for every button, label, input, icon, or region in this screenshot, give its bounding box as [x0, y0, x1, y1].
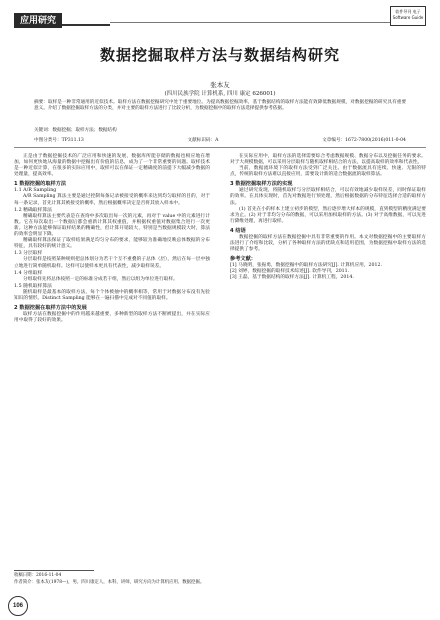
article-number: 文章编号：1672-7800(2016)011-0-04	[322, 138, 406, 143]
paragraph: 精确取样算法保证了取样结果满足均匀分布的要求，能够较为准确地反映总体数据的分布特征，具有较好的统计意义。	[14, 238, 210, 250]
classification-number: 中图分类号：TP311.13	[34, 138, 84, 143]
right-column	[230, 154, 426, 282]
paragraph: (1) 首先在小的样本上建立初步的模型，然后逐步增大样本的规模，直到模型的精度满足要求为止。(2) 对于非均匀分布的数据，可以采用加权取样的方法。(3) 对于高维数据，可以先进行降维处理，再进行取样。	[230, 206, 426, 224]
paragraph: A/R Sampling 算法主要是通过控制每条记录被接受的概率来达到均匀取样的目的，对于每一条记录，首先计算其被接受的概率，然后根据概率决定是否将其放入样本中。	[14, 194, 210, 206]
journal-badge: 软件导刊 电子 Software Guide	[390, 6, 426, 26]
subsection-heading: 1.4 分组取样	[14, 270, 43, 276]
footnote-author-bio: 作者简介：张本友(1978—)，男，四川康定人，本科，讲师，研究方向为计算机应用、数据挖掘。	[14, 580, 205, 585]
section-heading: 4 结语	[230, 227, 246, 234]
section-heading: 1 数据挖掘的取样方法	[14, 181, 67, 188]
header-rule	[110, 22, 390, 23]
paragraph: 随机取样是最基本的取样方法，每个个体被抽中的概率相等，常用于对数据分布没有先验知识的情形。Distinct Sampling 能够在一遍扫描中完成对不同值的取样。	[14, 289, 210, 301]
section-heading: 参考文献：	[230, 256, 256, 263]
left-column	[14, 154, 210, 324]
page-number: 106	[8, 596, 28, 616]
footnote-rule	[14, 570, 94, 571]
abstract-rule	[14, 147, 426, 148]
paper-affiliation: (四川民族学院 计算机系, 四川 康定 626001)	[164, 91, 276, 97]
document-code: 文献标识码：A	[187, 138, 219, 143]
paragraph: 分层取样是按照某种规则把总体划分为若干个互不重叠的子总体（层），然后在每一层中独立地进行简单随机取样。这样可以使样本更具有代表性，减少取样误差。	[14, 257, 210, 269]
keywords: 关键词：数据挖掘；取样方法；数据结构	[34, 128, 117, 133]
reference-item: [1] 马晓明，张振勇，数据挖掘中的取样方法研究[J]. 计算机应用，2012.	[230, 263, 382, 269]
section-heading: 2 数据挖掘在取样方法中的发展	[14, 305, 87, 312]
subsection-heading: 1.2 精确取样算法	[14, 207, 52, 213]
section-tag	[14, 8, 110, 26]
paragraph: 数据挖掘的取样方法在数据挖掘中具有非常重要的作用。本文对数据挖掘中的主要取样方法进行了介绍和比较，分析了各种取样方法的优缺点和适用范围，为数据挖掘中取样方法的选择提供了参考。	[230, 234, 426, 253]
subsection-heading: 1.1 A/R Sampling	[14, 188, 57, 194]
running-header	[0, 6, 440, 26]
paper-author: 张本友	[210, 81, 230, 89]
paragraph: 取样方法在数据挖掘中的作用越来越重要，多种新型的取样方法不断被提出，并在实际应用中取得了较好的效果。	[14, 312, 210, 324]
reference-item: [2] 刘婷，数据挖掘的取样技术综述[J]. 软件导刊，2011.	[230, 269, 350, 275]
section-label: 应用研究	[14, 13, 62, 28]
reference-item: [3] 王磊，基于数据结构的取样方法[J]. 计算机工程，2014.	[230, 275, 354, 281]
paragraph: 通过研究发现，将随机取样与分层取样相结合，可以有效地减少取样误差，同时保证取样的效率。在具体实现时，首先对数据进行预处理，然后根据数据的分布特征选择合适的取样方法。	[230, 188, 426, 206]
footnote-received: 收稿日期：2016-11-04	[14, 573, 62, 578]
paragraph: 精确取样算法主要代表是在查询中多次取出每一次的元素，再对于 value 中的元素进行计数。它在每次取出一个数据后都会重新计算其权重值，并根据权重值对数据集合进行一次更新。这种方法能够保证取样结果的精确性，但计算开销较大，特别是当数据规模较大时，算法的效率会明显下降。	[14, 213, 210, 238]
paper-title: 数据挖掘取样方法与数据结构研究	[99, 46, 340, 64]
subsection-heading: 1.5 随机取样算法	[14, 283, 52, 289]
subsection-heading: 1.3 分层取样	[14, 251, 43, 257]
paragraph: 正是由于数据挖掘技术的广泛应用和快速的发展，数据库所能存储的数据也相应地在增加，如何更快地从海量的数据中挖掘出有价值的信息，成为了一个非常重要的问题。取样技术是一种近似计算，在很多的实际应用中，取样可以在保证一定精确度的前提下大幅减少数据的处理量，提高效率。	[14, 154, 210, 178]
classification-line	[34, 137, 406, 143]
paragraph: 在实际应用中，取样方法的选择需要综合考虑数据规模、数据分布以及挖掘任务的要求。对于大规模数据，可以采用分层取样与随机取样相结合的方法，以提高取样的效率和代表性。	[230, 154, 426, 166]
abstract: 摘要：取样是一种非常通用的近似技术。取样方法在数据挖掘研究中处于重要地位。为提高数据挖掘效率，基于数据结构的取样方法能有效降低数据规模，对数据挖掘的研究具有重要意义。介绍了数据挖掘取样方法的分类，并对主要的取样方法进行了比较分析，为数据挖掘中的取样方法选择提供参考依据。	[34, 100, 406, 112]
paragraph: 分组取样先将总体按照一定的标准分成若干组，然后以组为单位进行取样。	[23, 276, 178, 282]
paragraph: 当前，数据流环境下的取样方法受到广泛关注。由于数据流具有连续、快速、无限的特点，传统的取样方法难以直接应用，需要设计新的适合数据流的取样算法。	[230, 166, 426, 178]
section-heading: 3 数据挖掘取样方法的实现	[230, 181, 293, 188]
